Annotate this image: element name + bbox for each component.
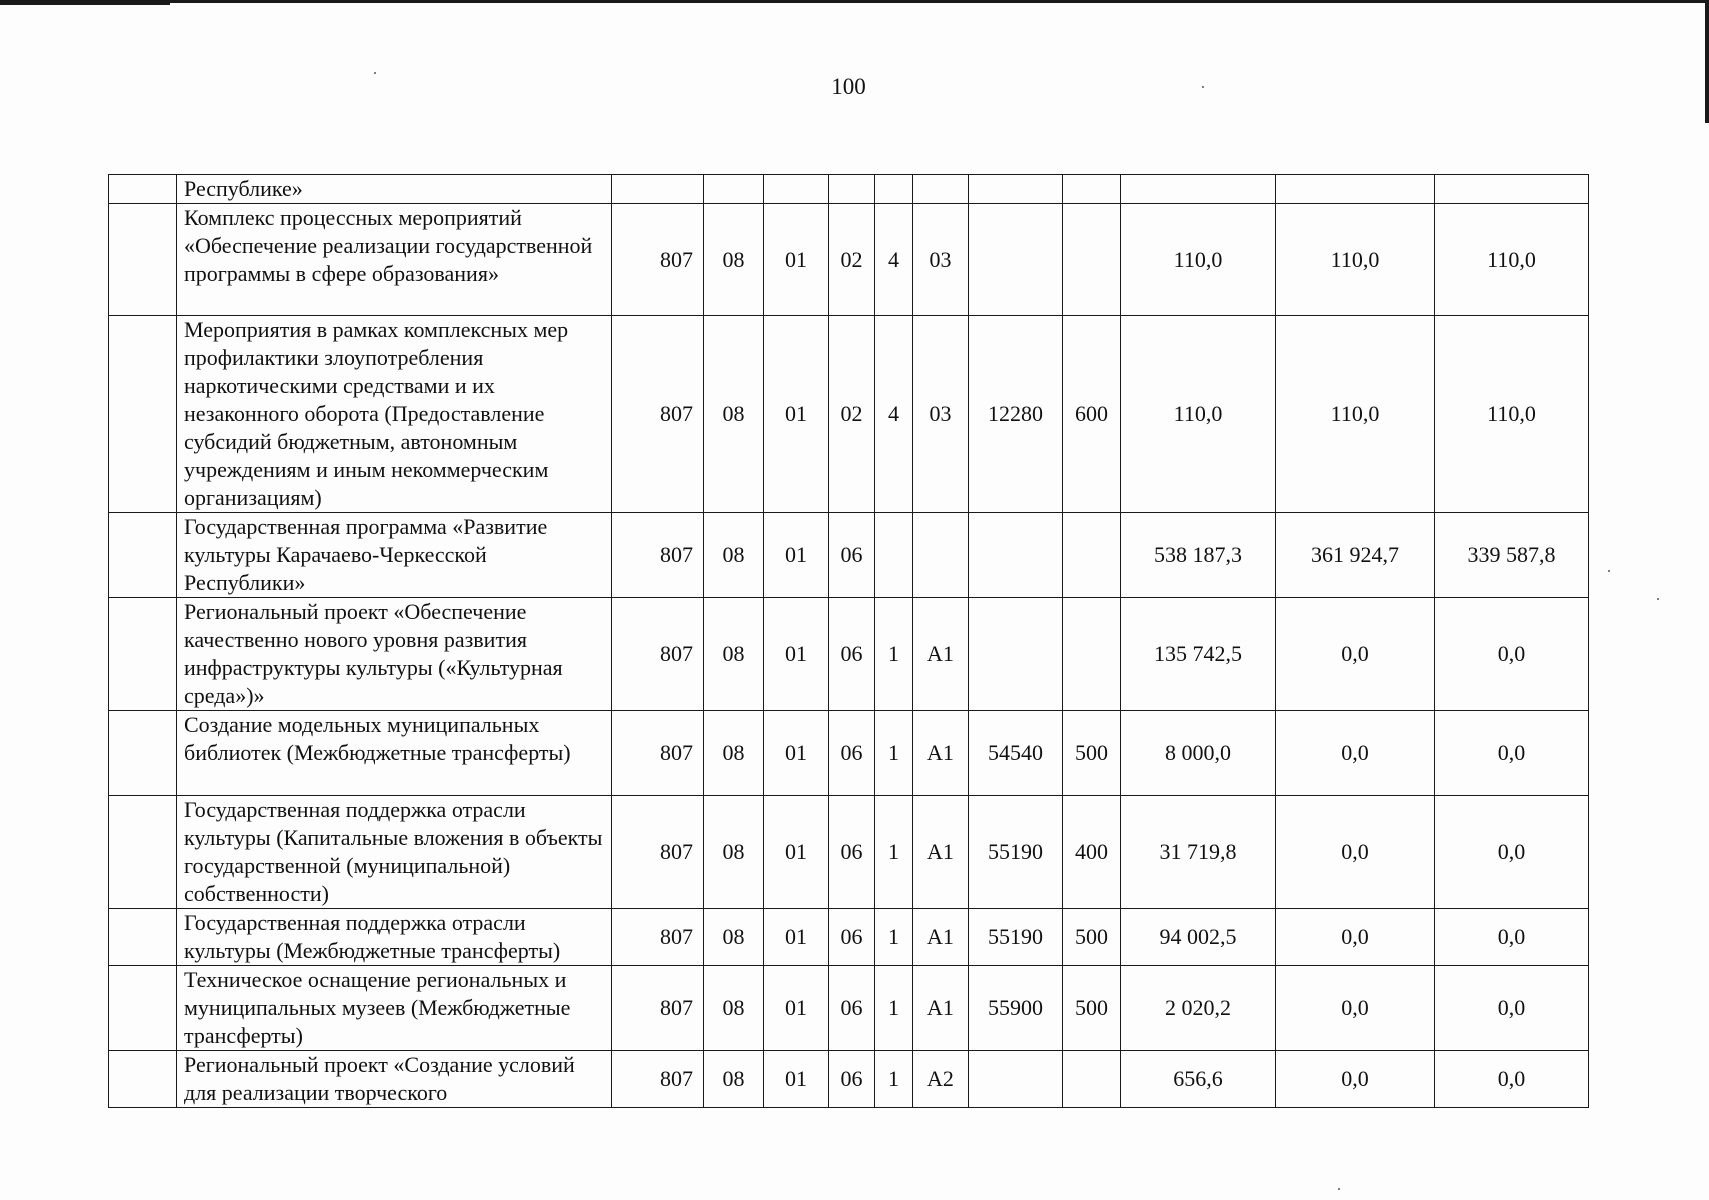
section-code-cell: 08	[704, 796, 764, 909]
subprogram-code-cell: 4	[875, 316, 913, 513]
table-row	[109, 513, 1589, 598]
program-code-cell: 06	[829, 909, 875, 966]
direction-code-cell: 12280	[969, 316, 1063, 513]
direction-code-cell	[969, 513, 1063, 598]
amount-year2-cell: 0,0	[1276, 1051, 1435, 1108]
program-code-cell: 06	[829, 598, 875, 711]
ministry-code-cell: 807	[612, 909, 704, 966]
expense-type-code-cell	[1063, 513, 1121, 598]
expense-type-code-cell	[1063, 204, 1121, 316]
item-name-cell: Создание модельных муниципальных библиотек (Межбюджетные трансферты)	[177, 711, 612, 796]
expense-type-code-cell	[1063, 1051, 1121, 1108]
subsection-code-cell: 01	[764, 909, 829, 966]
scan-speck	[1338, 1188, 1340, 1190]
table-row	[109, 316, 1589, 513]
program-code-cell: 06	[829, 796, 875, 909]
amount-year1-cell: 31 719,8	[1121, 796, 1276, 909]
amount-year1-cell: 110,0	[1121, 204, 1276, 316]
target-code-cell: 03	[913, 316, 969, 513]
subprogram-code-cell: 1	[875, 796, 913, 909]
amount-year3-cell: 110,0	[1435, 316, 1589, 513]
expense-type-code-cell: 500	[1063, 909, 1121, 966]
item-name-cell: Государственная поддержка отрасли культуры (Капитальные вложения в объекты государственной (муниципальной) собственности)	[177, 796, 612, 909]
amount-year1-cell: 538 187,3	[1121, 513, 1276, 598]
amount-year2-cell: 0,0	[1276, 711, 1435, 796]
program-code-cell: 02	[829, 204, 875, 316]
item-name-cell: Региональный проект «Создание условий для реализации творческого	[177, 1051, 612, 1108]
program-code-cell: 06	[829, 966, 875, 1051]
section-code-cell: 08	[704, 316, 764, 513]
top-scan-rule-thick	[0, 0, 170, 5]
target-code-cell: А2	[913, 1051, 969, 1108]
section-code-cell: 08	[704, 598, 764, 711]
amount-year2-cell: 0,0	[1276, 909, 1435, 966]
section-code-cell: 08	[704, 966, 764, 1051]
target-code-cell	[913, 175, 969, 204]
row-number-cell	[109, 711, 177, 796]
subprogram-code-cell: 1	[875, 598, 913, 711]
ministry-code-cell	[612, 175, 704, 204]
item-name-cell: Мероприятия в рамках комплексных мер профилактики злоупотребления наркотическими средствами и их незаконного оборота (Предоставление субсидий бюджетным, автономным учреждениям и иным некоммерческим организациям)	[177, 316, 612, 513]
direction-code-cell: 55190	[969, 909, 1063, 966]
expense-type-code-cell: 400	[1063, 796, 1121, 909]
row-number-cell	[109, 175, 177, 204]
row-number-cell	[109, 316, 177, 513]
amount-year3-cell: 0,0	[1435, 909, 1589, 966]
item-name-cell: Государственная поддержка отрасли культуры (Межбюджетные трансферты)	[177, 909, 612, 966]
ministry-code-cell: 807	[612, 1051, 704, 1108]
table-row	[109, 909, 1589, 966]
amount-year2-cell: 0,0	[1276, 966, 1435, 1051]
amount-year2-cell: 361 924,7	[1276, 513, 1435, 598]
table-row	[109, 711, 1589, 796]
subprogram-code-cell: 1	[875, 711, 913, 796]
table-row	[109, 175, 1589, 204]
subprogram-code-cell	[875, 513, 913, 598]
amount-year1-cell: 135 742,5	[1121, 598, 1276, 711]
ministry-code-cell: 807	[612, 711, 704, 796]
subsection-code-cell: 01	[764, 204, 829, 316]
table-row	[109, 966, 1589, 1051]
target-code-cell: 03	[913, 204, 969, 316]
row-number-cell	[109, 909, 177, 966]
direction-code-cell	[969, 204, 1063, 316]
expense-type-code-cell	[1063, 175, 1121, 204]
expense-type-code-cell: 500	[1063, 711, 1121, 796]
item-name-cell: Техническое оснащение региональных и муниципальных музеев (Межбюджетные трансферты)	[177, 966, 612, 1051]
program-code-cell: 06	[829, 1051, 875, 1108]
section-code-cell: 08	[704, 513, 764, 598]
subprogram-code-cell: 4	[875, 204, 913, 316]
top-scan-rule	[0, 0, 1709, 3]
amount-year1-cell: 94 002,5	[1121, 909, 1276, 966]
row-number-cell	[109, 796, 177, 909]
section-code-cell: 08	[704, 204, 764, 316]
item-name-cell: Государственная программа «Развитие культуры Карачаево-Черкесской Республики»	[177, 513, 612, 598]
subsection-code-cell: 01	[764, 1051, 829, 1108]
target-code-cell: А1	[913, 796, 969, 909]
ministry-code-cell: 807	[612, 204, 704, 316]
amount-year3-cell: 0,0	[1435, 598, 1589, 711]
amount-year2-cell: 110,0	[1276, 204, 1435, 316]
amount-year3-cell: 0,0	[1435, 711, 1589, 796]
row-number-cell	[109, 598, 177, 711]
ministry-code-cell: 807	[612, 316, 704, 513]
ministry-code-cell: 807	[612, 513, 704, 598]
table-row	[109, 1051, 1589, 1108]
amount-year1-cell: 2 020,2	[1121, 966, 1276, 1051]
direction-code-cell	[969, 1051, 1063, 1108]
section-code-cell	[704, 175, 764, 204]
subsection-code-cell: 01	[764, 513, 829, 598]
subsection-code-cell: 01	[764, 966, 829, 1051]
amount-year1-cell: 656,6	[1121, 1051, 1276, 1108]
page-number: 100	[831, 74, 866, 99]
table-row	[109, 598, 1589, 711]
item-name-cell: Региональный проект «Обеспечение качественно нового уровня развития инфраструктуры культуры («Культурная среда»)»	[177, 598, 612, 711]
amount-year3-cell: 339 587,8	[1435, 513, 1589, 598]
subprogram-code-cell: 1	[875, 909, 913, 966]
table-row	[109, 204, 1589, 316]
program-code-cell	[829, 175, 875, 204]
direction-code-cell: 54540	[969, 711, 1063, 796]
amount-year1-cell: 110,0	[1121, 316, 1276, 513]
right-scan-edge	[1705, 0, 1709, 123]
row-number-cell	[109, 204, 177, 316]
target-code-cell: А1	[913, 598, 969, 711]
item-name-cell: Республике»	[177, 175, 612, 204]
subsection-code-cell	[764, 175, 829, 204]
amount-year3-cell: 110,0	[1435, 204, 1589, 316]
target-code-cell: А1	[913, 711, 969, 796]
subsection-code-cell: 01	[764, 796, 829, 909]
expense-type-code-cell: 600	[1063, 316, 1121, 513]
subprogram-code-cell: 1	[875, 1051, 913, 1108]
ministry-code-cell: 807	[612, 796, 704, 909]
target-code-cell	[913, 513, 969, 598]
target-code-cell: А1	[913, 909, 969, 966]
subsection-code-cell: 01	[764, 711, 829, 796]
scan-speck	[1608, 570, 1610, 572]
direction-code-cell	[969, 598, 1063, 711]
amount-year1-cell: 8 000,0	[1121, 711, 1276, 796]
section-code-cell: 08	[704, 909, 764, 966]
row-number-cell	[109, 966, 177, 1051]
amount-year2-cell: 0,0	[1276, 598, 1435, 711]
target-code-cell: А1	[913, 966, 969, 1051]
direction-code-cell: 55900	[969, 966, 1063, 1051]
subprogram-code-cell: 1	[875, 966, 913, 1051]
subsection-code-cell: 01	[764, 598, 829, 711]
ministry-code-cell: 807	[612, 598, 704, 711]
amount-year3-cell: 0,0	[1435, 1051, 1589, 1108]
direction-code-cell	[969, 175, 1063, 204]
subprogram-code-cell	[875, 175, 913, 204]
amount-year3-cell: 0,0	[1435, 966, 1589, 1051]
row-number-cell	[109, 513, 177, 598]
budget-table	[108, 174, 1589, 1108]
amount-year2-cell	[1276, 175, 1435, 204]
ministry-code-cell: 807	[612, 966, 704, 1051]
expense-type-code-cell	[1063, 598, 1121, 711]
table-row	[109, 796, 1589, 909]
expense-type-code-cell: 500	[1063, 966, 1121, 1051]
amount-year2-cell: 110,0	[1276, 316, 1435, 513]
row-number-cell	[109, 1051, 177, 1108]
section-code-cell: 08	[704, 711, 764, 796]
amount-year3-cell: 0,0	[1435, 796, 1589, 909]
subsection-code-cell: 01	[764, 316, 829, 513]
amount-year3-cell	[1435, 175, 1589, 204]
program-code-cell: 06	[829, 711, 875, 796]
amount-year1-cell	[1121, 175, 1276, 204]
direction-code-cell: 55190	[969, 796, 1063, 909]
scan-speck	[1657, 598, 1659, 600]
program-code-cell: 06	[829, 513, 875, 598]
program-code-cell: 02	[829, 316, 875, 513]
item-name-cell: Комплекс процессных мероприятий «Обеспечение реализации государственной программы в сфере образования»	[177, 204, 612, 316]
section-code-cell: 08	[704, 1051, 764, 1108]
amount-year2-cell: 0,0	[1276, 796, 1435, 909]
